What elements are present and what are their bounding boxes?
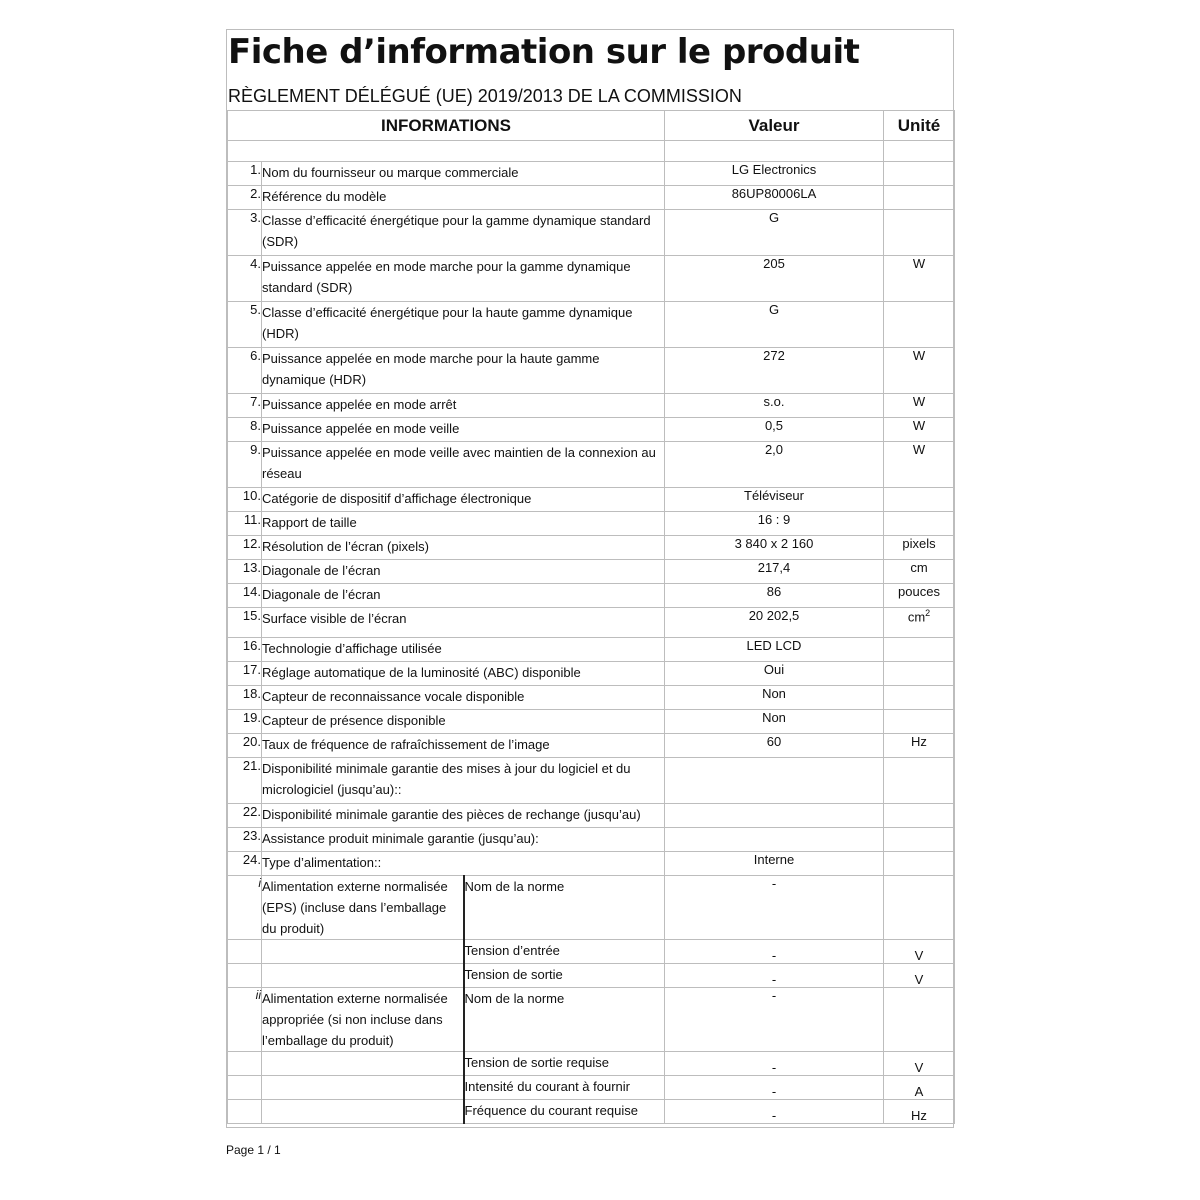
unit-text: cm <box>910 560 928 575</box>
table-row <box>228 710 955 734</box>
header-valeur: Valeur <box>665 111 884 141</box>
unit-text: W <box>912 348 926 363</box>
eps-row <box>228 1052 955 1076</box>
row-unit <box>884 734 955 758</box>
eps-item-value: - <box>665 876 884 940</box>
table-row <box>228 686 955 710</box>
row-unit <box>884 394 955 418</box>
row-number: 9. <box>228 442 262 488</box>
row-value: 2,0 <box>665 442 884 488</box>
eps-item-unit: Hz <box>884 1100 955 1124</box>
table-row <box>228 560 955 584</box>
eps-label: Alimentation externe normalisée appropriée (si non incluse dans l’emballage du produit) <box>262 988 464 1052</box>
table-header-row <box>228 111 955 141</box>
row-number: 4. <box>228 256 262 302</box>
eps-row <box>228 1100 955 1124</box>
row-value: s.o. <box>665 394 884 418</box>
row-label: Taux de fréquence de rafraîchissement de l’image <box>262 734 665 758</box>
unit-text: W <box>912 442 926 457</box>
unit-text: W <box>912 418 926 433</box>
eps-number <box>228 940 262 964</box>
table-row <box>228 418 955 442</box>
table-row <box>228 804 955 828</box>
row-number: 12. <box>228 536 262 560</box>
row-value <box>665 758 884 804</box>
eps-row <box>228 988 955 1052</box>
row-unit <box>884 584 955 608</box>
table-row <box>228 302 955 348</box>
row-value <box>665 828 884 852</box>
table-row <box>228 828 955 852</box>
eps-item-label: Intensité du courant à fournir <box>464 1076 665 1100</box>
unit-text: pouces <box>898 584 940 599</box>
eps-label <box>262 940 464 964</box>
row-number: 5. <box>228 302 262 348</box>
eps-label: Alimentation externe normalisée (EPS) (incluse dans l’emballage du produit) <box>262 876 464 940</box>
table-row <box>228 256 955 302</box>
row-label: Rapport de taille <box>262 512 665 536</box>
row-value: 205 <box>665 256 884 302</box>
row-value: Oui <box>665 662 884 686</box>
row-value: Non <box>665 710 884 734</box>
row-value: 86 <box>665 584 884 608</box>
unit-text: W <box>912 256 926 271</box>
row-value: Téléviseur <box>665 488 884 512</box>
row-label: Type d’alimentation:: <box>262 852 665 876</box>
table-row <box>228 638 955 662</box>
row-number: 21. <box>228 758 262 804</box>
row-number: 15. <box>228 608 262 638</box>
row-unit <box>884 348 955 394</box>
row-label: Disponibilité minimale garantie des pièces de rechange (jusqu’au) <box>262 804 665 828</box>
eps-number: ii <box>228 988 262 1052</box>
table-row <box>228 442 955 488</box>
row-label: Surface visible de l’écran <box>262 608 665 638</box>
eps-number <box>228 1076 262 1100</box>
row-label: Référence du modèle <box>262 186 665 210</box>
table-row <box>228 536 955 560</box>
row-label: Résolution de l’écran (pixels) <box>262 536 665 560</box>
row-unit <box>884 608 955 638</box>
document-title: Fiche d’information sur le produit <box>228 32 860 72</box>
row-label: Puissance appelée en mode arrêt <box>262 394 665 418</box>
row-unit <box>884 758 955 804</box>
eps-label <box>262 1076 464 1100</box>
eps-item-value: - <box>665 1052 884 1076</box>
row-number: 2. <box>228 186 262 210</box>
row-label: Puissance appelée en mode marche pour la haute gamme dynamique (HDR) <box>262 348 665 394</box>
row-unit <box>884 638 955 662</box>
row-number: 18. <box>228 686 262 710</box>
eps-item-label: Tension de sortie requise <box>464 1052 665 1076</box>
eps-item-label: Tension d’entrée <box>464 940 665 964</box>
row-number: 11. <box>228 512 262 536</box>
row-label: Puissance appelée en mode veille <box>262 418 665 442</box>
row-unit <box>884 210 955 256</box>
row-number: 14. <box>228 584 262 608</box>
row-value: LED LCD <box>665 638 884 662</box>
row-unit <box>884 828 955 852</box>
unit-text: cm <box>907 609 926 625</box>
row-label: Diagonale de l’écran <box>262 584 665 608</box>
table-row <box>228 348 955 394</box>
row-unit <box>884 804 955 828</box>
row-unit <box>884 442 955 488</box>
row-number: 8. <box>228 418 262 442</box>
row-number: 13. <box>228 560 262 584</box>
row-unit <box>884 256 955 302</box>
unit-text: W <box>912 394 926 409</box>
eps-item-label: Nom de la norme <box>464 988 665 1052</box>
row-label: Assistance produit minimale garantie (jusqu’au): <box>262 828 665 852</box>
row-label: Puissance appelée en mode marche pour la gamme dynamique standard (SDR) <box>262 256 665 302</box>
eps-item-value: - <box>665 940 884 964</box>
row-number: 19. <box>228 710 262 734</box>
product-information-sheet <box>226 29 954 1128</box>
unit-superscript: 2 <box>925 608 931 618</box>
row-value: 86UP80006LA <box>665 186 884 210</box>
row-number: 3. <box>228 210 262 256</box>
table-row <box>228 734 955 758</box>
row-label: Capteur de reconnaissance vocale disponible <box>262 686 665 710</box>
row-value: G <box>665 210 884 256</box>
row-label: Technologie d’affichage utilisée <box>262 638 665 662</box>
row-unit <box>884 686 955 710</box>
row-unit <box>884 488 955 512</box>
information-table <box>227 110 955 1124</box>
eps-row <box>228 964 955 988</box>
table-row <box>228 662 955 686</box>
eps-item-value: - <box>665 1076 884 1100</box>
row-unit <box>884 186 955 210</box>
table-row <box>228 584 955 608</box>
row-value: 60 <box>665 734 884 758</box>
row-label: Capteur de présence disponible <box>262 710 665 734</box>
row-unit <box>884 162 955 186</box>
row-unit <box>884 512 955 536</box>
row-number: 6. <box>228 348 262 394</box>
row-label: Diagonale de l’écran <box>262 560 665 584</box>
row-number: 17. <box>228 662 262 686</box>
row-value: 217,4 <box>665 560 884 584</box>
row-value: G <box>665 302 884 348</box>
row-unit <box>884 302 955 348</box>
eps-number: i <box>228 876 262 940</box>
eps-item-label: Tension de sortie <box>464 964 665 988</box>
table-row <box>228 210 955 256</box>
eps-item-value: - <box>665 988 884 1052</box>
page-footer: Page 1 / 1 <box>226 1143 281 1157</box>
eps-item-unit: V <box>884 964 955 988</box>
row-label: Disponibilité minimale garantie des mises à jour du logiciel et du micrologiciel (jusqu’au):: <box>262 758 665 804</box>
row-unit <box>884 536 955 560</box>
table-row <box>228 608 955 638</box>
unit-text: pixels <box>902 536 936 551</box>
document-subtitle: RÈGLEMENT DÉLÉGUÉ (UE) 2019/2013 DE LA COMMISSION <box>228 86 742 106</box>
eps-item-unit <box>884 988 955 1052</box>
row-number: 10. <box>228 488 262 512</box>
eps-item-value: - <box>665 1100 884 1124</box>
header-informations: INFORMATIONS <box>228 111 665 141</box>
row-number: 24. <box>228 852 262 876</box>
eps-label <box>262 1052 464 1076</box>
row-label: Classe d’efficacité énergétique pour la haute gamme dynamique (HDR) <box>262 302 665 348</box>
header-unite: Unité <box>884 111 955 141</box>
unit-text: Hz <box>911 734 927 749</box>
row-value: 3 840 x 2 160 <box>665 536 884 560</box>
eps-row <box>228 940 955 964</box>
row-unit <box>884 560 955 584</box>
eps-item-value: - <box>665 964 884 988</box>
row-value: Interne <box>665 852 884 876</box>
table-row <box>228 162 955 186</box>
row-value: 16 : 9 <box>665 512 884 536</box>
row-number: 22. <box>228 804 262 828</box>
row-unit <box>884 852 955 876</box>
row-number: 7. <box>228 394 262 418</box>
eps-item-unit: A <box>884 1076 955 1100</box>
row-label: Puissance appelée en mode veille avec maintien de la connexion au réseau <box>262 442 665 488</box>
row-number: 23. <box>228 828 262 852</box>
eps-label <box>262 1100 464 1124</box>
table-row <box>228 186 955 210</box>
row-unit <box>884 710 955 734</box>
eps-number <box>228 1100 262 1124</box>
eps-label <box>262 964 464 988</box>
eps-item-label: Nom de la norme <box>464 876 665 940</box>
eps-item-unit: V <box>884 940 955 964</box>
table-row <box>228 512 955 536</box>
row-number: 1. <box>228 162 262 186</box>
eps-item-unit <box>884 876 955 940</box>
row-label: Catégorie de dispositif d’affichage électronique <box>262 488 665 512</box>
eps-item-label: Fréquence du courant requise <box>464 1100 665 1124</box>
row-unit <box>884 418 955 442</box>
eps-row <box>228 876 955 940</box>
eps-item-unit: V <box>884 1052 955 1076</box>
spacer-row <box>228 141 955 162</box>
row-value: 0,5 <box>665 418 884 442</box>
row-value: LG Electronics <box>665 162 884 186</box>
row-unit <box>884 662 955 686</box>
row-number: 16. <box>228 638 262 662</box>
table-row <box>228 758 955 804</box>
row-label: Classe d’efficacité énergétique pour la gamme dynamique standard (SDR) <box>262 210 665 256</box>
eps-number <box>228 964 262 988</box>
eps-number <box>228 1052 262 1076</box>
eps-row <box>228 1076 955 1100</box>
row-value: 272 <box>665 348 884 394</box>
table-row <box>228 394 955 418</box>
table-row <box>228 488 955 512</box>
row-label: Réglage automatique de la luminosité (ABC) disponible <box>262 662 665 686</box>
row-label: Nom du fournisseur ou marque commerciale <box>262 162 665 186</box>
row-value: Non <box>665 686 884 710</box>
row-number: 20. <box>228 734 262 758</box>
row-value: 20 202,5 <box>665 608 884 638</box>
table-row <box>228 852 955 876</box>
row-value <box>665 804 884 828</box>
